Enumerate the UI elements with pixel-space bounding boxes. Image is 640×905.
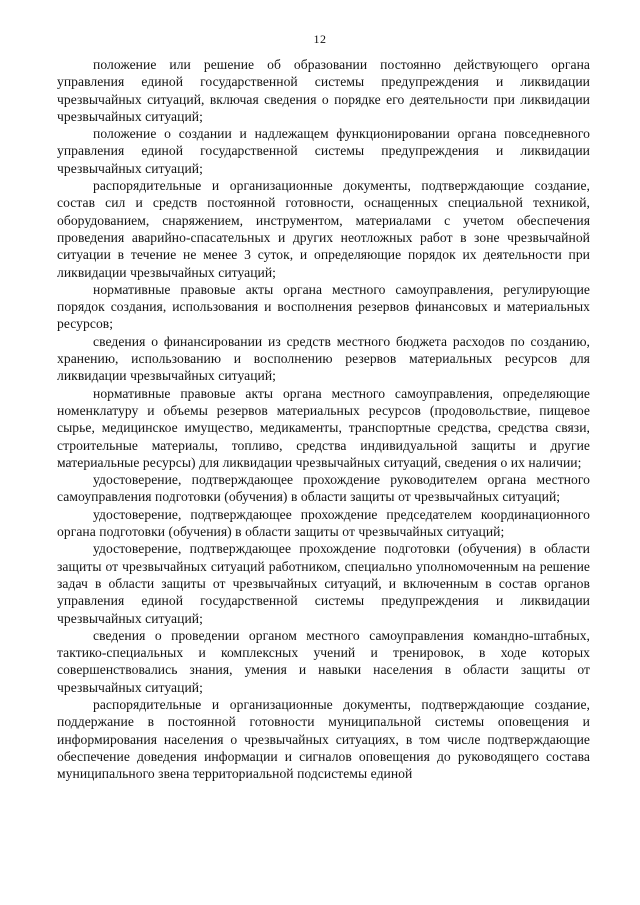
paragraph: сведения о проведении органом местного самоуправления командно-штабных, тактико-специальных и комплексных учений и тренировок, в ходе которых совершенствовались знания, умения и навыки населения в области защиты от чрезвычайных ситуаций;: [57, 627, 590, 695]
paragraph: распорядительные и организационные документы, подтверждающие создание, состав сил и средств постоянной готовности, оснащенных специальной техникой, оборудованием, снаряжением, инструментом, материалами с учетом обеспечения проведения аварийно-спасательных и других неотложных работ в зоне чрезвычайной ситуации в течение не менее 3 суток, и определяющие порядок их деятельности при ликвидации чрезвычайных ситуаций;: [57, 178, 590, 280]
page-number: 12: [313, 32, 327, 46]
paragraph: положение или решение об образовании постоянно действующего органа управления единой государственной системы предупреждения и ликвидации чрезвычайных ситуаций, включая сведения о порядке его деятельности при ликвидации чрезвычайных ситуаций;: [57, 57, 590, 124]
paragraph: удостоверение, подтверждающее прохождение председателем координационного органа подготовки (обучения) в области защиты от чрезвычайных ситуаций;: [57, 506, 590, 540]
document-body: [57, 56, 590, 782]
paragraph: положение о создании и надлежащем функционировании органа повседневного управления единой государственной системы предупреждения и ликвидации чрезвычайных ситуаций;: [57, 126, 590, 176]
paragraph: распорядительные и организационные документы, подтверждающие создание, поддержание в постоянной готовности муниципальной системы оповещения и информирования населения о чрезвычайных ситуациях, в том числе подтверждающие обеспечение доведения информации и сигналов оповещения до руководящего состава муниципального звена территориальной подсистемы единой: [57, 696, 590, 782]
paragraph: сведения о финансировании из средств местного бюджета расходов по созданию, хранению, использованию и восполнению резервов материальных ресурсов для ликвидации чрезвычайных ситуаций;: [57, 333, 590, 384]
paragraph: нормативные правовые акты органа местного самоуправления, регулирующие порядок создания, использования и восполнения резервов финансовых и материальных ресурсов;: [57, 281, 590, 332]
paragraph: удостоверение, подтверждающее прохождение подготовки (обучения) в области защиты от чрезвычайных ситуаций работником, специально уполномоченным на решение задач в области защиты от чрезвычайных ситуаций, и включенным в состав органов управления единой государственной системы предупреждения и ликвидации чрезвычайных ситуаций;: [57, 541, 590, 626]
paragraph: удостоверение, подтверждающее прохождение руководителем органа местного самоуправления подготовки (обучения) в области защиты от чрезвычайных ситуаций;: [57, 472, 590, 505]
paragraph: нормативные правовые акты органа местного самоуправления, определяющие номенклатуру и объемы резервов материальных ресурсов (продовольствие, пищевое сырье, медицинское имущество, медикаменты, транспортные средства, средства связи, строительные материалы, топливо, средства индивидуальной защиты и другие материальные ресурсы) для ликвидации чрезвычайных ситуаций, сведения о их наличии;: [57, 385, 590, 470]
